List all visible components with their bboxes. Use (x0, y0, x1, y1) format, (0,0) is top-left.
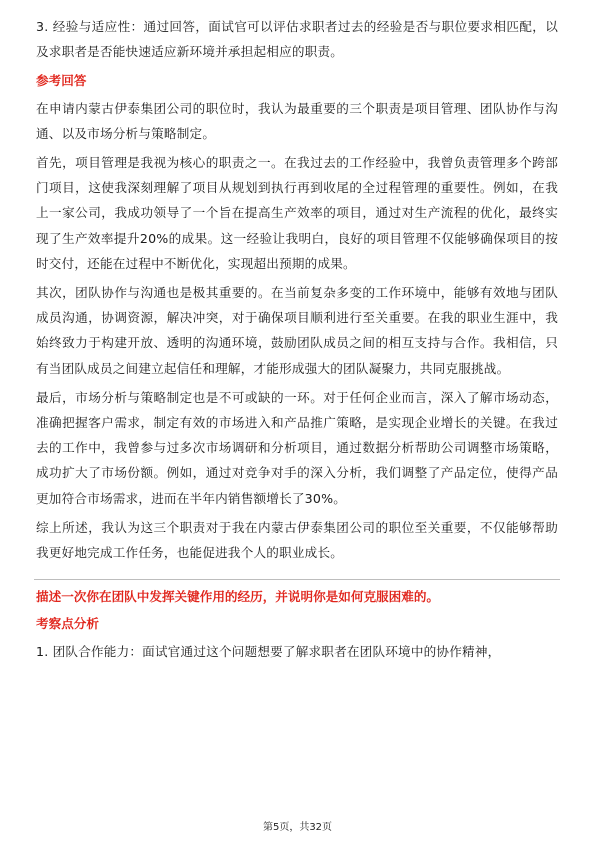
page-footer: 第5页，共32页 (262, 822, 333, 833)
analysis-heading: 考察点分析 (36, 616, 99, 632)
document-page (36, 14, 558, 668)
section-divider (34, 579, 560, 580)
answer-heading: 参考回答 (36, 73, 87, 89)
question-heading: 描述一次你在团队中发挥关键作用的经历，并说明你是如何克服困难的。 (36, 589, 439, 605)
answer-paragraph: 其次，团队协作与沟通也是极其重要的。在当前复杂多变的工作环境中，能够有效地与团队成员沟通，协调资源，解决冲突，对于确保项目顺利进行至关重要。在我的职业生涯中，我始终致力于构建开放、透明的沟通环境，鼓励团队成员之间的相互支持与合作。我相信，只有当团队成员之间建立起信任和理解，才能形成强大的团队凝聚力，共同克服挑战。 (36, 285, 558, 376)
intro-item: 3. 经验与适应性：通过回答，面试官可以评估求职者过去的经验是否与职位要求相匹配，以及求职者是否能快速适应新环境并承担起相应的职责。 (36, 19, 558, 60)
answer-paragraph: 最后，市场分析与策略制定也是不可或缺的一环。对于任何企业而言，深入了解市场动态，准确把握客户需求，制定有效的市场进入和产品推广策略，是实现企业增长的关键。在我过去的工作中，我曾参与过多次市场调研和分析项目，通过数据分析帮助公司调整市场策略，成功扩大了市场份额。例如，通过对竞争对手的深入分析，我们调整了产品定位，使得产品更加符合市场需求，进而在半年内销售额增长了30%。 (36, 389, 558, 506)
analysis-item: 1. 团队合作能力：面试官通过这个问题想要了解求职者在团队环境中的协作精神， (36, 643, 501, 659)
answer-paragraph: 首先，项目管理是我视为核心的职责之一。在我过去的工作经验中，我曾负责管理多个跨部门项目，这使我深刻理解了项目从规划到执行再到收尾的全过程管理的重要性。例如，在我上一家公司，我成功领导了一个旨在提高生产效率的项目，通过对生产流程的优化，最终实现了生产效率提升20%的成果。这一经验让我明白，良好的项目管理不仅能够确保项目的按时交付，还能在过程中不断优化，实现超出预期的成果。 (36, 155, 558, 271)
answer-paragraph: 在申请内蒙古伊泰集团公司的职位时，我认为最重要的三个职责是项目管理、团队协作与沟通、以及市场分析与策略制定。 (36, 100, 558, 141)
answer-paragraph: 综上所述，我认为这三个职责对于我在内蒙古伊泰集团公司的职位至关重要，不仅能够帮助我更好地完成工作任务，也能促进我个人的职业成长。 (36, 519, 558, 561)
